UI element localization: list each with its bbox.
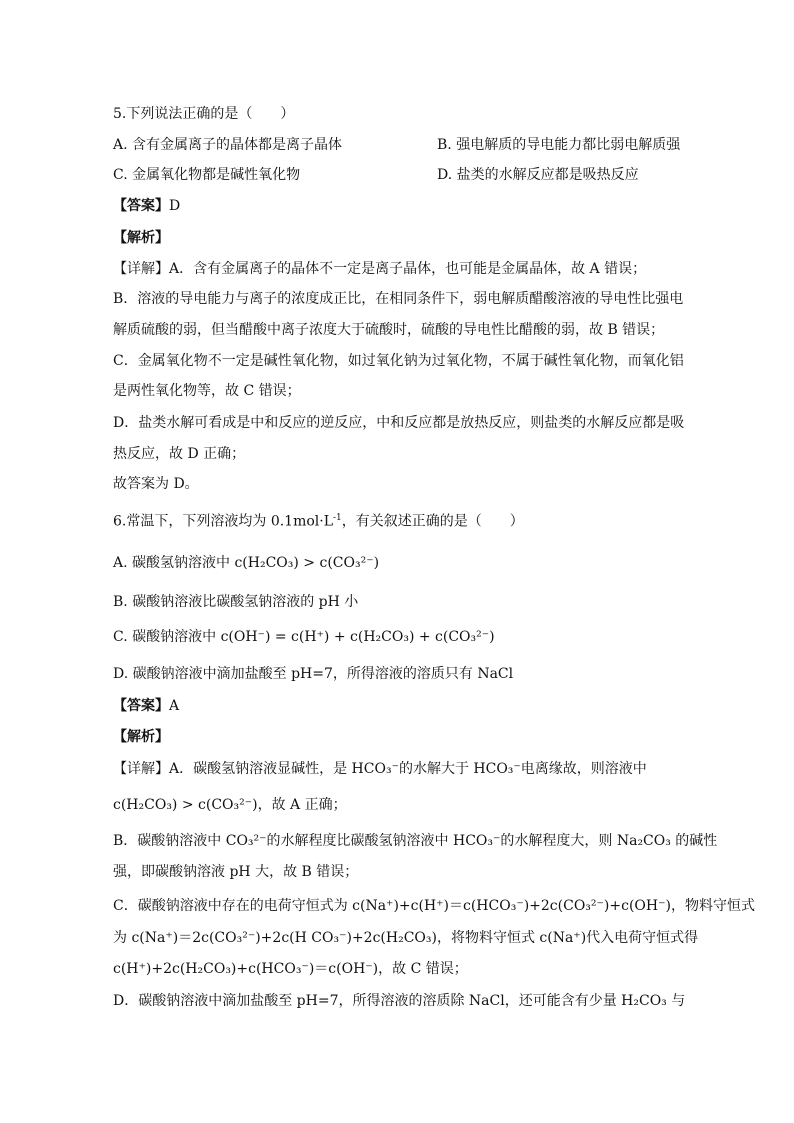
- q5-answer-line: [113, 196, 180, 216]
- q5-option-a: A. 含有金属离子的晶体都是离子晶体: [113, 137, 343, 153]
- q6-detail-1: 【详解】A．碳酸氢钠溶液显碱性，是 HCO₃⁻的水解大于 HCO₃⁻电离缘故，则溶液中: [113, 761, 647, 777]
- q6-detail-4: 强，即碳酸钠溶液 pH 大，故 B 错误；: [113, 864, 359, 880]
- q5-answer: D: [169, 198, 181, 214]
- answer-label: 【答案】: [113, 698, 169, 714]
- q6-stem: [113, 508, 524, 532]
- q6-detail-3: B．碳酸钠溶液中 CO₃²⁻的水解程度比碳酸氢钠溶液中 HCO₃⁻的水解程度大，则 Na₂CO₃ 的碱性: [113, 833, 718, 849]
- q5-detail-3: 解质硫酸的弱，但当醋酸中离子浓度大于硫酸时，硫酸的导电性比醋酸的弱，故 B 错误；: [113, 322, 665, 338]
- q6-detail-8: D．碳酸钠溶液中滴加盐酸至 pH=7，所得溶液的溶质除 NaCl，还可能含有少量 H₂CO₃ 与: [113, 993, 686, 1009]
- q6-detail-2: c(H₂CO₃) > c(CO₃²⁻)，故 A 正确；: [113, 797, 347, 813]
- q6-option-c: C. 碳酸钠溶液中 c(OH⁻) = c(H⁺) + c(H₂CO₃) + c(CO₃²⁻): [113, 629, 495, 645]
- q6-answer: A: [169, 698, 180, 714]
- q5-detail-6: D．盐类水解可看成是中和反应的逆反应，中和反应都是放热反应，则盐类的水解反应都是吸: [113, 415, 685, 431]
- q5-detail-8: 故答案为 D。: [113, 476, 199, 492]
- q6-stem-before: 6.常温下，下列溶液均为: [113, 513, 271, 530]
- q6-analysis-label: 【解析】: [113, 729, 169, 745]
- q5-analysis-label: 【解析】: [113, 230, 169, 246]
- q5-detail-4: C．金属氧化物不一定是碱性氧化物，如过氧化钠为过氧化物，不属于碱性氧化物，而氧化铝: [113, 353, 684, 369]
- q5-detail-7: 热反应，故 D 正确；: [113, 446, 246, 462]
- q6-stem-after: ，有关叙述正确的是（ ）: [341, 513, 524, 530]
- q6-option-b: B. 碳酸钠溶液比碳酸氢钠溶液的 pH 小: [113, 594, 359, 610]
- q5-detail-1: 【详解】A．含有金属离子的晶体不一定是离子晶体，也可能是金属晶体，故 A 错误；: [113, 261, 647, 277]
- q6-concentration: 0.1mol·L: [270, 513, 334, 530]
- q5-detail-2: B．溶液的导电能力与离子的浓度成正比，在相同条件下，弱电解质醋酸溶液的导电性比强电: [113, 291, 684, 307]
- q5-option-b: B. 强电解质的导电能力都比弱电解质强: [437, 137, 681, 153]
- q5-detail-5: 是两性氧化物等，故 C 错误；: [113, 383, 301, 399]
- q6-detail-6: 为 c(Na⁺)＝2c(CO₃²⁻)+2c(H CO₃⁻)+2c(H₂CO₃)，将物料守恒式 c(Na⁺)代入电荷守恒式得: [113, 930, 699, 946]
- q6-detail-5: C．碳酸钠溶液中存在的电荷守恒式为 c(Na⁺)+c(H⁺)＝c(HCO₃⁻)+2c(CO₃²⁻)+c(OH⁻)，物料守恒式: [113, 898, 755, 914]
- q5-option-c: C. 金属氧化物都是碱性氧化物: [113, 167, 301, 183]
- q6-detail-7: c(H⁺)+2c(H₂CO₃)+c(HCO₃⁻)＝c(OH⁻)，故 C 错误；: [113, 961, 468, 977]
- q6-option-d: D. 碳酸钠溶液中滴加盐酸至 pH=7，所得溶液的溶质只有 NaCl: [113, 666, 514, 682]
- q6-answer-line: [113, 696, 179, 716]
- q6-concentration-exponent: -1: [333, 513, 342, 523]
- q6-option-a: A. 碳酸氢钠溶液中 c(H₂CO₃) > c(CO₃²⁻): [113, 555, 380, 571]
- q5-option-d: D. 盐类的水解反应都是吸热反应: [437, 167, 639, 183]
- answer-label: 【答案】: [113, 198, 169, 214]
- q5-stem: 5.下列说法正确的是（ ）: [113, 106, 295, 122]
